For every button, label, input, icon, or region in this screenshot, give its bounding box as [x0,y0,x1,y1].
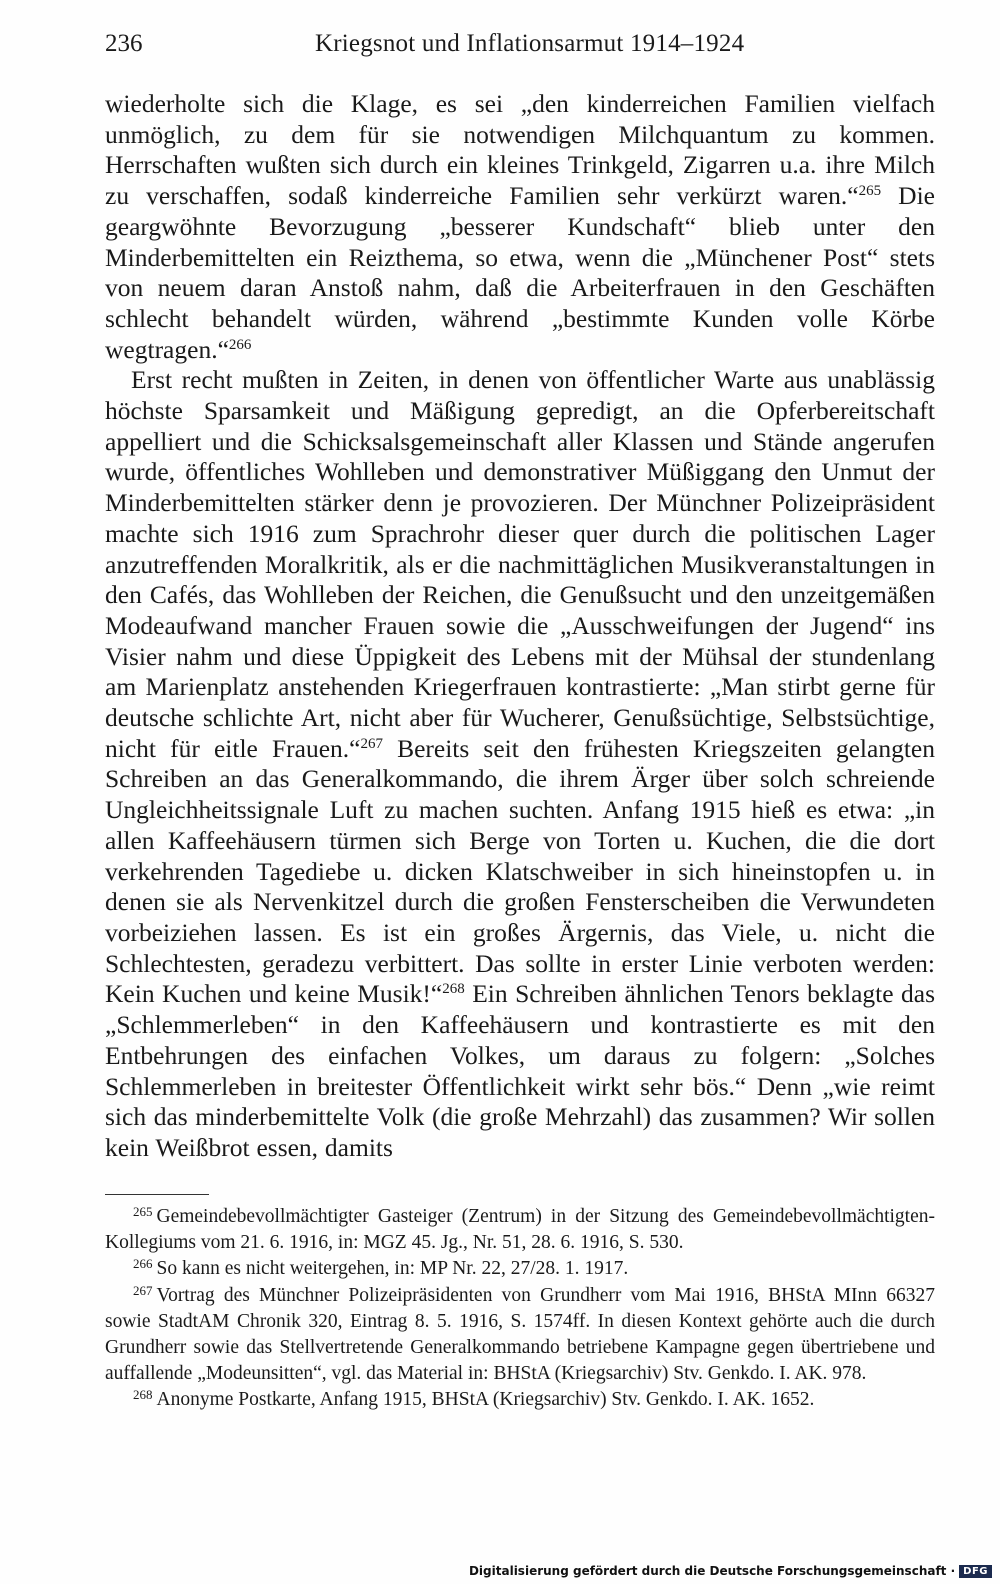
footnote-divider [105,1194,209,1195]
page-number: 236 [105,30,143,57]
footnote-number: 265 [133,1204,153,1219]
footnote-text: Gemeindebevollmächtigter Gasteiger (Zentrum) in der Sitzung des Gemeindebevollmächtigten-Kollegiums vom 21. 6. 1916, in: MGZ 45. Jg., Nr. 51, 28. 6. 1916, S. 530. [105,1206,935,1254]
dfg-logo: DFG [959,1565,992,1578]
footnote-reference: 267 [360,735,383,752]
footnote [105,1256,935,1282]
banner-text: Digitalisierung gefördert durch die Deutsche Forschungsgemeinschaft · [468,1564,956,1578]
digitization-banner [469,1564,992,1578]
page-header [105,30,935,64]
running-title: Kriegsnot und Inflationsarmut 1914–1924 [315,30,745,57]
footnote-reference: 266 [228,336,252,353]
body-text-run: Ein Schreiben ähnlichen Tenors beklagte das „Schlemmerleben“ in den Kaffeehäusern und kontrastierte es mit den Entbehrungen des einfachen Volkes, um daraus zu folgern: „Solches Schlemmerleben in breitester Öffentlichkeit wirkt sehr bös.“ Denn „wie reimt sich das minderbemittelte Volk (die große Mehrzahl) das zusammen? Wir sollen kein Weißbrot essen, damits [105,979,935,1162]
footnote [105,1283,935,1388]
footnote-number: 268 [133,1387,153,1403]
body-text-run: Die geargwöhnte Bevorzugung „besserer Kundschaft“ blieb unter den Minderbemittelten ein Reizthema, so etwa, wenn die „Münchener Post“ stets von neuem daran Anstoß nahm, daß die Arbeiterfrauen in den Geschäften schlecht behandelt würden, während „bestimmte Kunden volle Körbe wegtragen.“ [105,181,935,364]
body-text-run: wiederholte sich die Klage, es sei „den kinderreichen Familien vielfach unmöglich, zu dem für sie notwendigen Milchquantum zu kommen. Herrschaften wußten sich durch ein kleines Trinkgeld, Zigarren u.a. ihre Milch zu verschaffen, sodaß kinderreiche Familien sehr verkürzt waren.“ [105,89,935,211]
footnote-number: 266 [133,1256,153,1272]
footnote-reference: 268 [442,981,465,998]
footnote-text: So kann es nicht weitergehen, in: MP Nr. 22, 27/28. 1. 1917. [156,1258,629,1280]
footnote-text: Vortrag des Münchner Polizeipräsidenten von Grundherr vom Mai 1916, BHStA MInn 66327 sowie StadtAM Chronik 320, Eintrag 8. 5. 1916, S. 1574ff. In diesen Kontext gehörte auch die durch Grundherr sowie das Stellvertretende Generalkommando betriebene Kampagne gegen übertriebene und auffallende „Modeunsitten“, vgl. das Material in: BHStA (Kriegsarchiv) Stv. Genkdo. I. AK. 978. [105,1284,935,1385]
footnote-number: 267 [133,1282,153,1298]
footnotes [105,1204,935,1414]
body-text [105,89,935,1164]
paragraph [105,365,935,1163]
footnote [105,1204,935,1256]
footnote [105,1387,935,1413]
footnote-text: Anonyme Postkarte, Anfang 1915, BHStA (Kriegsarchiv) Stv. Genkdo. I. AK. 1652. [156,1389,815,1411]
body-text-run: Erst recht mußten in Zeiten, in denen von öffentlicher Warte aus unablässig höchste Sparsamkeit und Mäßigung gepredigt, an die Opferbereitschaft appelliert und die Schicksalsgemeinschaft aller Klassen und Stände angerufen wurde, öffentliches Wohlleben und demonstrativer Müßiggang den Unmut der Minderbemittelten stärker denn je provozieren. Der Münchner Polizeipräsident machte sich 1916 zum Sprachrohr dieser quer durch die politischen Lager anzutreffenden Moralkritik, als er die nachmittäglichen Musikveranstaltungen in den Cafés, das Wohlleben der Reichen, die Genußsucht und den unzeitgemäßen Modeaufwand mancher Frauen sowie die „Ausschweifungen der Jugend“ ins Visier nahm und diese Üppigkeit des Lebens mit der Mühsal der stundenlang am Marienplatz anstehenden Kriegerfrauen kontrastierte: „Man stirbt gerne für deutsche schlichte Art, nicht aber für Wucherer, Genußsüchtige, Selbstsüchtige, nicht für eitle Frauen.“ [105,365,935,763]
footnote-reference: 265 [858,183,882,200]
body-text-run: Bereits seit den frühesten Kriegszeiten gelangten Schreiben an das Generalkommando, die ihrem Ärger über solch schreiende Ungleichheitssignale Luft zu machen suchten. Anfang 1915 hieß es etwa: „in allen Kaffeehäusern türmen sich Berge von Torten u. Kuchen, die die dort verkehrenden Tagediebe u. dicken Klatschweiber in sich hineinstopfen u. in denen sie als Nervenkitzel durch die großen Fensterscheiben die Verwundeten vorbeiziehen lassen. Es ist ein großes Ärgernis, das Viele, u. nicht die Schlechtesten, geradezu verbittert. Das sollte in erster Linie verboten werden: Kein Kuchen und keine Musik!“ [105,733,935,1009]
paragraph [105,89,935,365]
